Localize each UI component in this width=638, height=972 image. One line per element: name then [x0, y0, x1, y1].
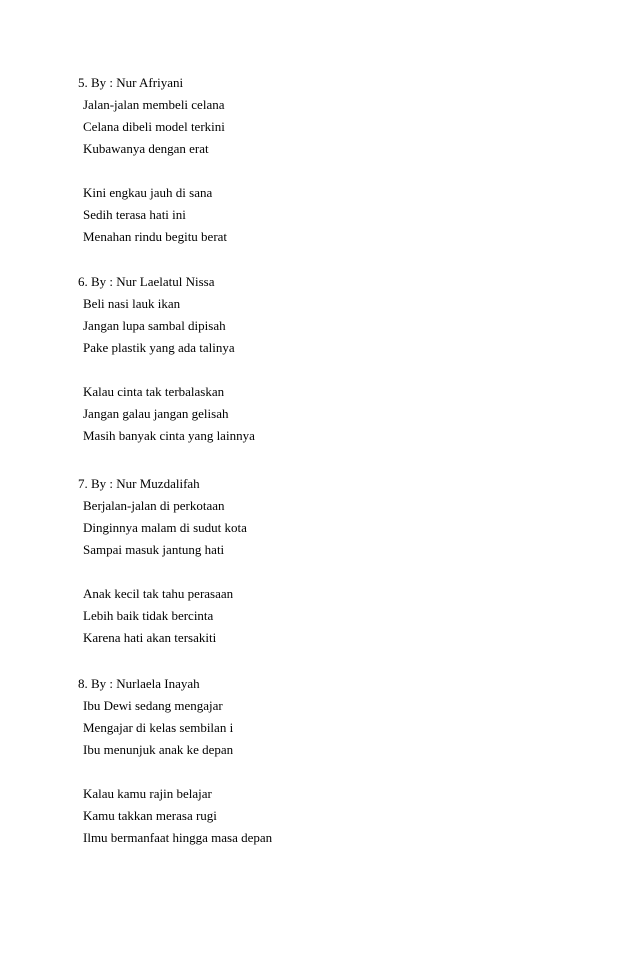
- stanza2-line-2: Sedih terasa hati ini: [83, 207, 186, 222]
- stanza2-line-3: Menahan rindu begitu berat: [83, 229, 228, 244]
- stanza2-line-2: Lebih baik tidak bercinta: [83, 608, 214, 623]
- pantun-entry-5: [78, 72, 558, 248]
- stanza2-line-1: Anak kecil tak tahu perasaan: [83, 586, 234, 601]
- entry-heading: 8. By : Nurlaela Inayah: [78, 676, 200, 691]
- stanza2-line-2: Kamu takkan merasa rugi: [83, 808, 217, 823]
- stanza-gap: [78, 761, 558, 783]
- stanza-gap: [78, 359, 558, 381]
- pantun-entry-7: [78, 473, 558, 649]
- stanza-gap: [78, 160, 558, 182]
- entry-heading: 6. By : Nur Laelatul Nissa: [78, 274, 215, 289]
- stanza1-line-2: Dinginnya malam di sudut kota: [83, 520, 247, 535]
- stanza1-line-3: Sampai masuk jantung hati: [83, 542, 225, 557]
- stanza2-line-1: Kalau cinta tak terbalaskan: [83, 384, 225, 399]
- stanza2-line-3: Masih banyak cinta yang lainnya: [83, 428, 255, 443]
- stanza1-line-2: Celana dibeli model terkini: [83, 119, 225, 134]
- stanza2-line-3: Karena hati akan tersakiti: [83, 630, 217, 645]
- stanza2-line-1: Kini engkau jauh di sana: [83, 185, 213, 200]
- stanza1-line-1: Ibu Dewi sedang mengajar: [83, 698, 223, 713]
- stanza1-line-3: Ibu menunjuk anak ke depan: [83, 742, 234, 757]
- pantun-entry-6: [78, 271, 558, 447]
- stanza1-line-1: Jalan-jalan membeli celana: [83, 97, 225, 112]
- stanza1-line-2: Mengajar di kelas sembilan i: [83, 720, 234, 735]
- entry-heading: 5. By : Nur Afriyani: [78, 75, 184, 90]
- stanza1-line-3: Pake plastik yang ada talinya: [83, 340, 235, 355]
- stanza1-line-1: Beli nasi lauk ikan: [83, 296, 181, 311]
- stanza2-line-3: Ilmu bermanfaat hingga masa depan: [83, 830, 273, 845]
- stanza1-line-2: Jangan lupa sambal dipisah: [83, 318, 226, 333]
- stanza2-line-1: Kalau kamu rajin belajar: [83, 786, 212, 801]
- entry-heading: 7. By : Nur Muzdalifah: [78, 476, 200, 491]
- stanza1-line-3: Kubawanya dengan erat: [83, 141, 209, 156]
- stanza1-line-1: Berjalan-jalan di perkotaan: [83, 498, 225, 513]
- pantun-entry-8: [78, 673, 558, 849]
- stanza2-line-2: Jangan galau jangan gelisah: [83, 406, 229, 421]
- stanza-gap: [78, 561, 558, 583]
